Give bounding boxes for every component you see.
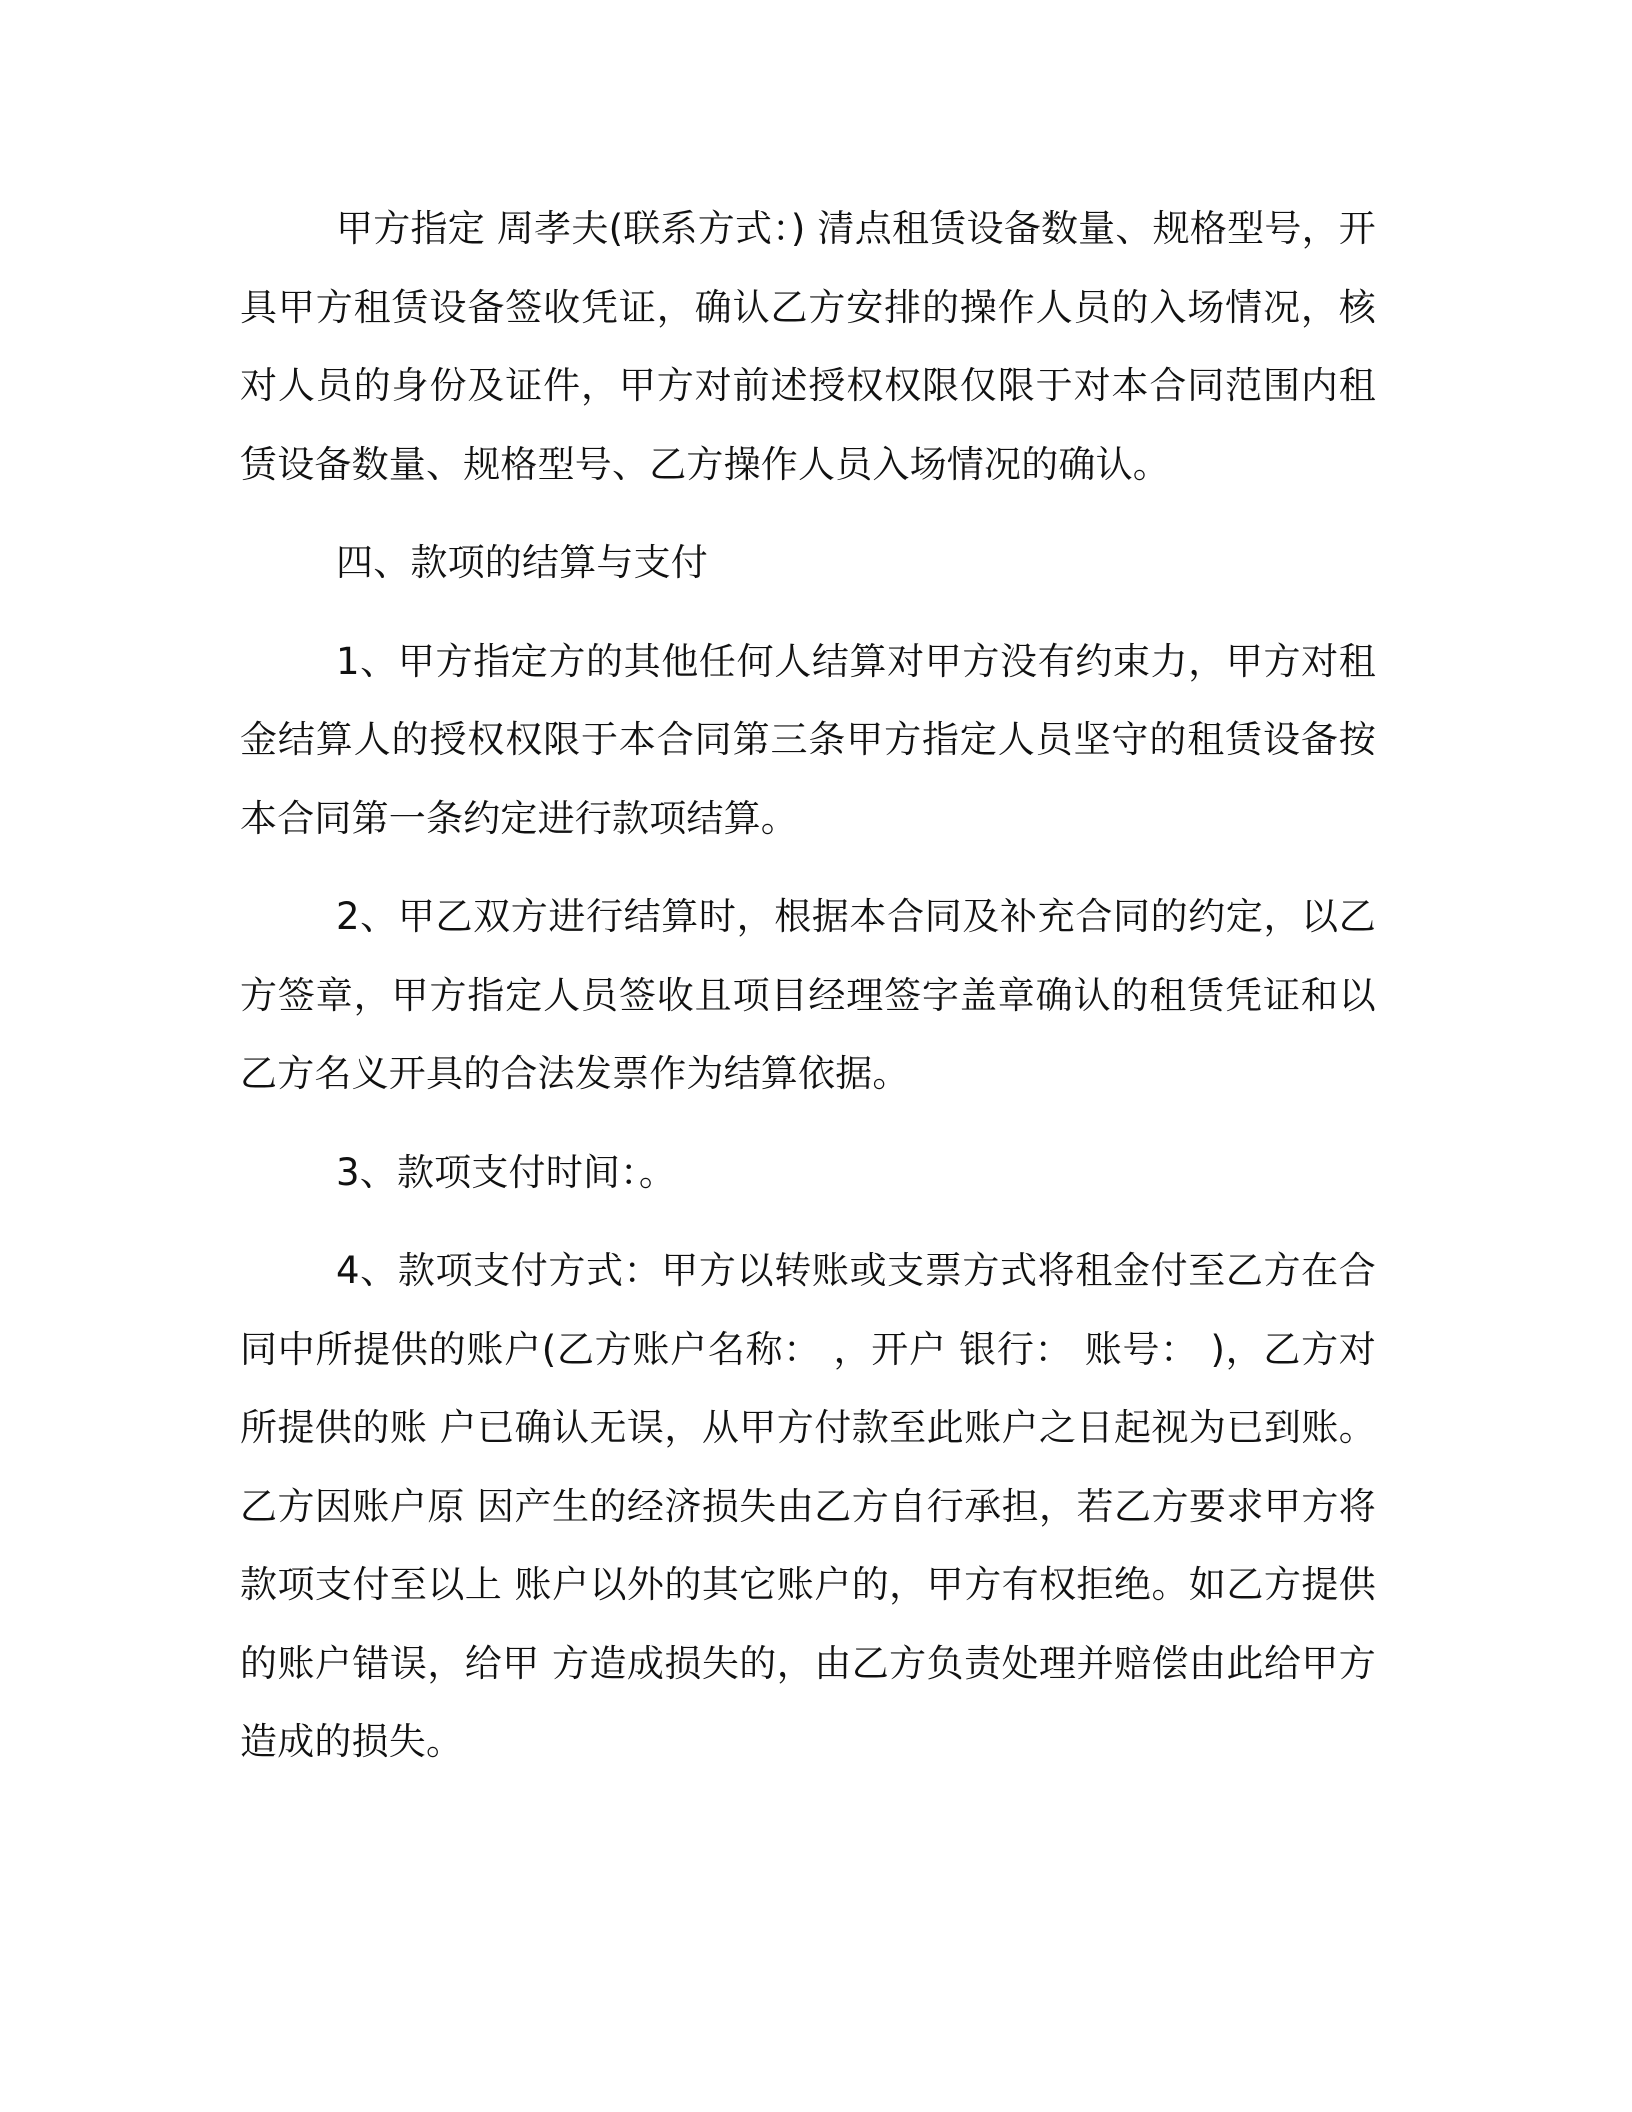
section-heading-settlement-payment: 四、款项的结算与支付 (336, 541, 708, 584)
document-body (240, 190, 1376, 1782)
clause-4-payment-method: 4、款项支付方式：甲方以转账或支票方式将租金付至乙方在合同中所提供的账户(乙方账户名称： ，开户 银行： 账号： )，乙方对所提供的账 户已确认无误，从甲方付款至此账户之日起视为已到账。乙方因账户原 因产生的经济损失由乙方自行承担，若乙方要求甲方将款项支付至以上 账户以外的其它账户的，甲方有权拒绝。如乙方提供的账户错误，给甲 方造成损失的，由乙方负责处理并赔偿由此给甲方造成的损失。 (240, 1249, 1376, 1763)
paragraph-designated-person: 甲方指定 周孝夫(联系方式：) 清点租赁设备数量、规格型号，开具甲方租赁设备签收凭证，确认乙方安排的操作人员的入场情况，核对人员的身份及证件，甲方对前述授权权限仅限于对本合同范围内租赁设备数量、规格型号、乙方操作人员入场情况的确认。 (240, 207, 1376, 486)
clause-2-settlement-basis: 2、甲乙双方进行结算时，根据本合同及补充合同的约定，以乙方签章，甲方指定人员签收且项目经理签字盖章确认的租赁凭证和以乙方名义开具的合法发票作为结算依据。 (240, 895, 1376, 1095)
clause-3-payment-time: 3、款项支付时间：。 (336, 1150, 677, 1194)
clause-1-settlement-authority: 1、甲方指定方的其他任何人结算对甲方没有约束力，甲方对租金结算人的授权权限于本合同第三条甲方指定人员坚守的租赁设备按本合同第一条约定进行款项结算。 (240, 639, 1376, 840)
